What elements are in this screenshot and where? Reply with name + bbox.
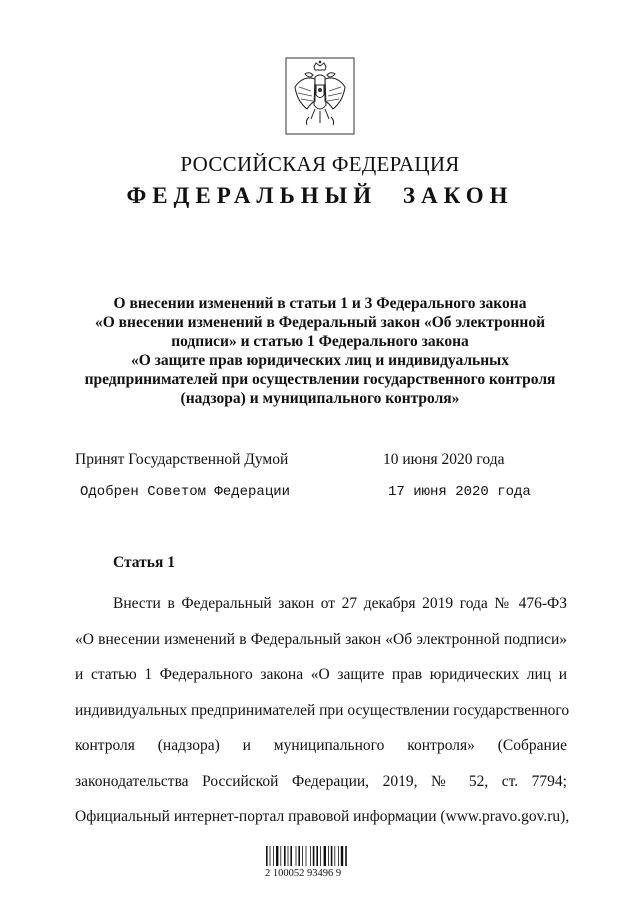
document-type-heading: ФЕДЕРАЛЬНЫЙ ЗАКОН <box>126 183 514 208</box>
approved-date: 17 июня 2020 года <box>388 484 531 500</box>
article-line: «О внесении изменений в Федеральный закон «Об электронной подписи» <box>75 630 567 648</box>
article-line: законодательства Российской Федерации, 2019, № 52, ст. 7794; <box>75 772 567 790</box>
russian-coat-of-arms-icon <box>285 57 355 135</box>
article-heading: Статья 1 <box>113 554 175 571</box>
title-line: подписи» и статью 1 Федерального закона <box>171 333 469 350</box>
title-line: (надзора) и муниципального контроля» <box>180 390 460 407</box>
law-title <box>60 294 580 408</box>
country-name: РОССИЙСКАЯ ФЕДЕРАЦИЯ <box>180 152 460 176</box>
title-line: «О защите прав юридических лиц и индивидуальных <box>130 352 510 369</box>
article-line: индивидуальных предпринимателей при осуществлении государственного <box>75 701 570 719</box>
title-line: О внесении изменений в статьи 1 и 3 Федерального закона <box>113 295 527 312</box>
article-line: Официальный интернет-портал правовой информации (www.pravo.gov.ru), <box>75 808 570 825</box>
article-body <box>75 586 570 835</box>
title-line: «О внесении изменений в Федеральный закон «Об электронной <box>94 314 546 331</box>
article-line: и статью 1 Федерального закона «О защите прав юридических лиц и <box>75 666 567 683</box>
article-line: Внести в Федеральный закон от 27 декабря 2019 года № 476-ФЗ <box>113 595 567 612</box>
title-line: предпринимателей при осуществлении государственного контроля <box>84 371 556 388</box>
adopted-by-duma-label: Принят Государственной Думой <box>75 451 289 468</box>
barcode-number: 2 100052 93496 9 <box>265 868 342 879</box>
article-line: контроля (надзора) и муниципального контроля» (Собрание <box>75 737 567 754</box>
approved-by-federation-council-label: Одобрен Советом Федерации <box>80 484 291 500</box>
adopted-date: 10 июня 2020 года <box>383 451 505 468</box>
